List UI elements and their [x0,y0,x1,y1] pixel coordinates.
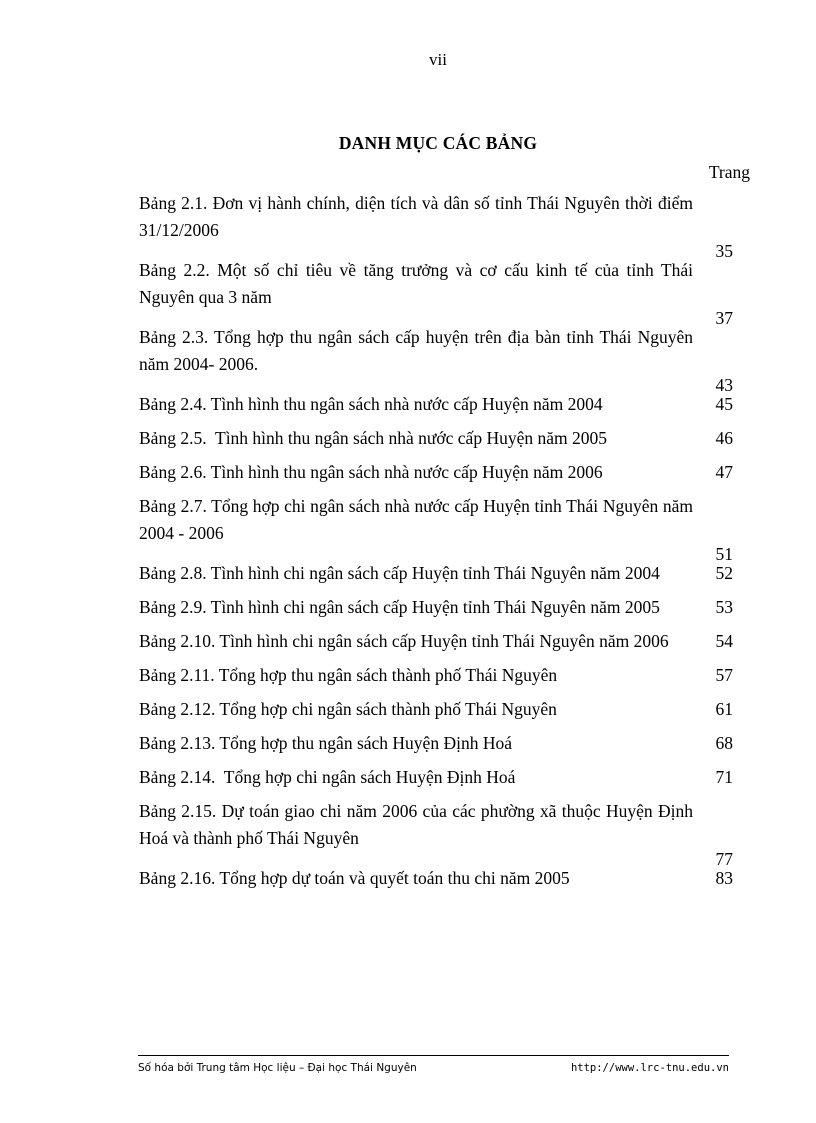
list-item-title: Bảng 2.7. Tổng hợp chi ngân sách nhà nước cấp Huyện tỉnh Thái Nguyên năm 2004 - 2006 [139,496,693,543]
list-item [139,391,733,425]
list-item-page: 77 [715,849,733,869]
list-item-title: Bảng 2.5. Tình hình thu ngân sách nhà nước cấp Huyện năm 2005 [139,428,607,448]
list-item [139,425,733,459]
list-item-title: Bảng 2.15. Dự toán giao chi năm 2006 của các phường xã thuộc Huyện Định Hoá và thành phố Thái Nguyên [139,801,693,848]
footer-url: http://www.lrc-tnu.edu.vn [570,1062,729,1074]
list-item-page: 43 [715,375,733,395]
list-item-title: Bảng 2.6. Tình hình thu ngân sách nhà nước cấp Huyện năm 2006 [139,462,603,482]
list-item-title: Bảng 2.2. Một số chỉ tiêu về tăng trưởng và cơ cấu kinh tế của tỉnh Thái Nguyên qua 3 năm [139,260,693,307]
list-item-page: 35 [715,241,733,261]
list-item [139,594,733,628]
list-item [139,560,733,594]
list-item [139,257,733,328]
list-item-page: 54 [715,631,733,651]
list-item [139,764,733,798]
list-item-page: 83 [715,868,733,888]
list-item [139,628,733,662]
list-item-title: Bảng 2.1. Đơn vị hành chính, diện tích và dân số tỉnh Thái Nguyên thời điểm 31/12/2006 [139,193,693,240]
list-item-title: Bảng 2.11. Tổng hợp thu ngân sách thành phố Thái Nguyên [139,665,558,685]
list-item-title: Bảng 2.14. Tổng hợp chi ngân sách Huyện Định Hoá [139,767,516,787]
page-column-label: Trang [708,162,750,182]
list-item-title: Bảng 2.4. Tình hình thu ngân sách nhà nước cấp Huyện năm 2004 [139,394,603,414]
list-item-title: Bảng 2.9. Tình hình chi ngân sách cấp Huyện tỉnh Thái Nguyên năm 2005 [139,597,660,617]
list-item-title: Bảng 2.12. Tổng hợp chi ngân sách thành phố Thái Nguyên [139,699,557,719]
list-item [139,662,733,696]
footer-divider [138,1055,729,1056]
list-item-page: 61 [715,699,733,719]
list-item-title: Bảng 2.8. Tình hình chi ngân sách cấp Huyện tỉnh Thái Nguyên năm 2004 [139,563,660,583]
list-item [139,730,733,764]
list-item-page: 52 [715,563,733,583]
list-item-page: 47 [715,462,733,482]
list-item-title: Bảng 2.10. Tình hình chi ngân sách cấp Huyện tỉnh Thái Nguyên năm 2006 [139,631,669,651]
list-item [139,798,733,869]
page-title: DANH MỤC CÁC BẢNG [338,133,538,153]
list-item [139,459,733,493]
list-item-page: 45 [715,394,733,414]
list-item-page: 53 [715,597,733,617]
list-item-page: 46 [715,428,733,448]
list-item-page: 68 [715,733,733,753]
list-item [139,696,733,730]
list-item [139,190,733,261]
list-item [139,324,733,395]
list-item-title: Bảng 2.16. Tổng hợp dự toán và quyết toán thu chi năm 2005 [139,868,570,888]
footer-source-text: Số hóa bởi Trung tâm Học liệu – Đại học Thái Nguyên [138,1062,417,1074]
table-list [139,190,733,899]
list-item [139,493,733,564]
list-item-title: Bảng 2.13. Tổng hợp thu ngân sách Huyện Định Hoá [139,733,512,753]
list-item-title: Bảng 2.3. Tổng hợp thu ngân sách cấp huyện trên địa bàn tỉnh Thái Nguyên năm 2004- 2006. [139,327,693,374]
list-item-page: 71 [715,767,733,787]
list-item-page: 51 [715,544,733,564]
page-number: vii [429,50,447,69]
list-item-page: 57 [715,665,733,685]
list-item-page: 37 [715,308,733,328]
list-item [139,865,733,899]
